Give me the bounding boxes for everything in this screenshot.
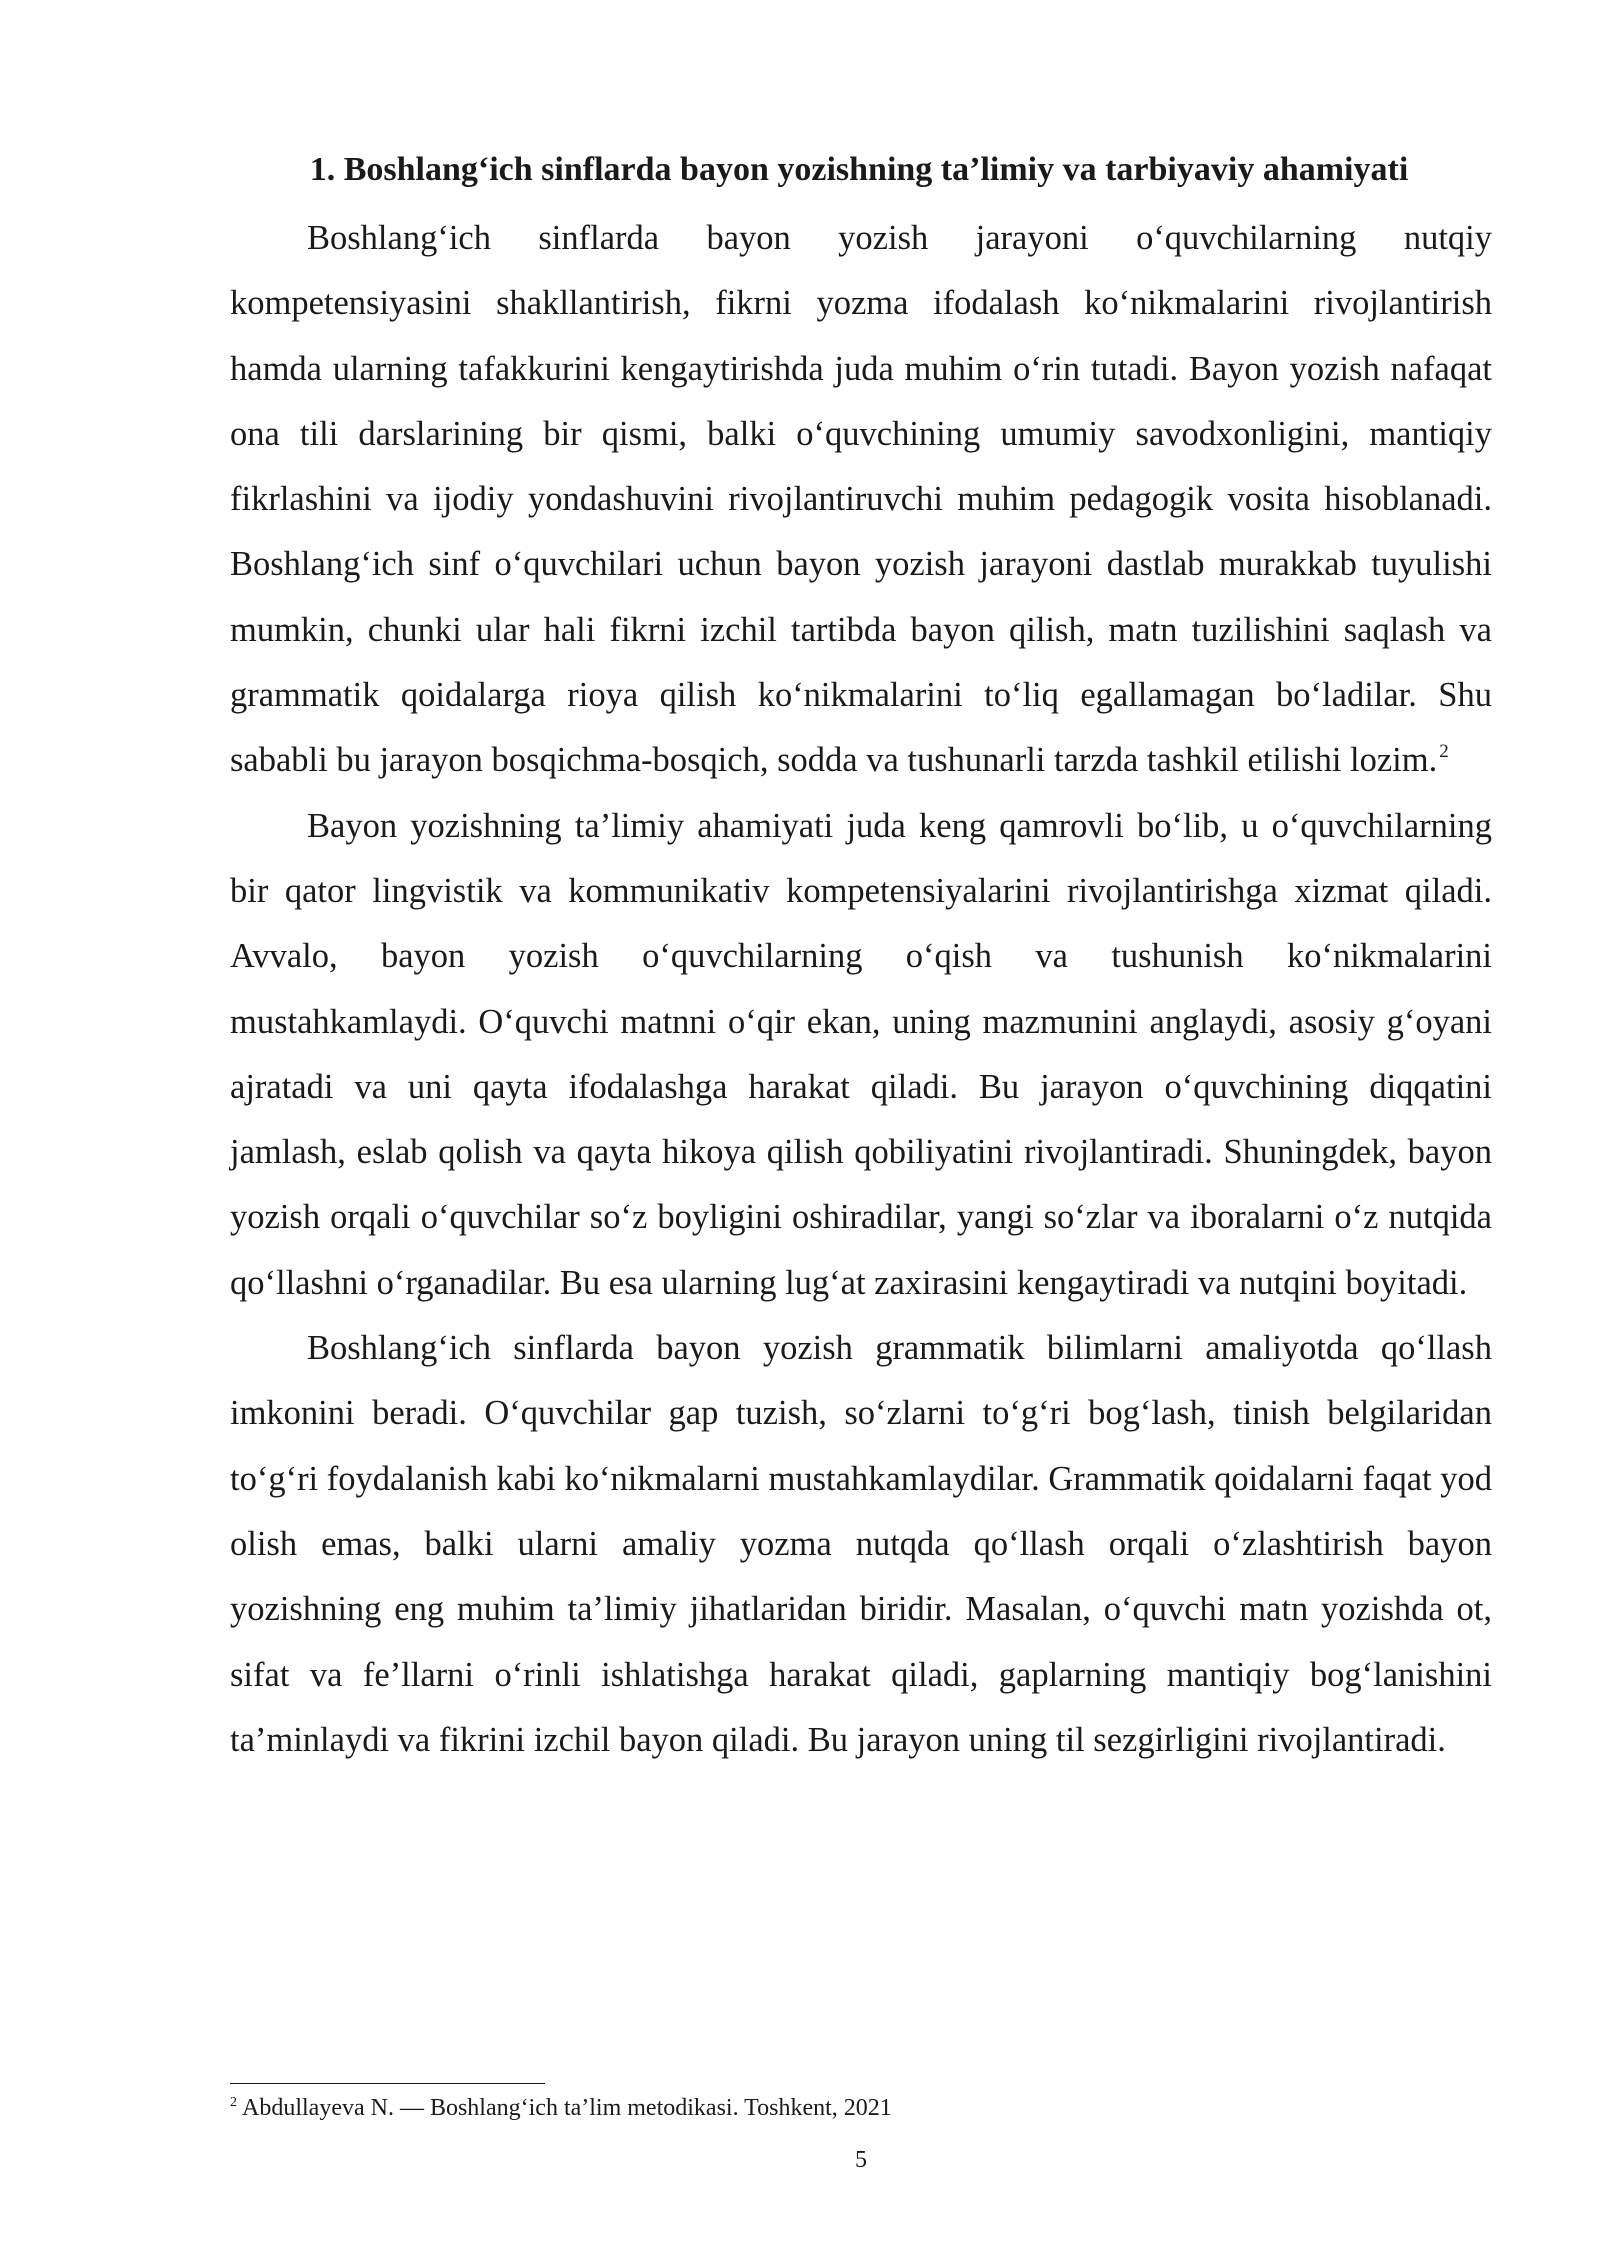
paragraph-text: Boshlang‘ich sinflarda bayon yozish grammatik bilimlarni amaliyotda qo‘llash imkonini beradi. O‘quvchilar gap tuzish, so‘zlarni to‘g‘ri bog‘lash, tinish belgilaridan to‘g‘ri foydalanish kabi ko‘nikmalarni mustahkamlaydilar. Grammatik qoidalarni faqat yod olish emas, balki ularni amaliy yozma nutqda qo‘llash orqali o‘zlashtirish bayon yozishning eng muhim ta’limiy jihatlaridan biridir. Masalan, o‘quvchi matn yozishda ot, sifat va fe’llarni o‘rinli ishlatishga harakat qiladi, gaplarning mantiqiy bog‘lanishini ta’minlaydi va fikrini izchil bayon qiladi. Bu jarayon uning til sezgirligini rivojlantiradi. — [230, 1329, 1492, 1759]
paragraph-text: Bayon yozishning ta’limiy ahamiyati juda keng qamrovli bo‘lib, u o‘quvchilarning bir qator lingvistik va kommunikativ kompetensiyalarini rivojlantirishga xizmat qiladi. Avvalo, bayon yozish o‘quvchilarning o‘qish va tushunish ko‘nikmalarini mustahkamlaydi. O‘quvchi matnni o‘qir ekan, uning mazmunini anglaydi, asosiy g‘oyani ajratadi va uni qayta ifodalashga harakat qiladi. Bu jarayon o‘quvchining diqqatini jamlash, eslab qolish va qayta hikoya qilish qobiliyatini rivojlantiradi. Shuningdek, bayon yozish orqali o‘quvchilar so‘z boyligini oshiradilar, yangi so‘zlar va iboralarni o‘z nutqida qo‘llashni o‘rganadilar. Bu esa ularning lug‘at zaxirasini kengaytiradi va nutqini boyitadi. — [230, 806, 1492, 1302]
footnote-marker: 2 — [230, 2095, 237, 2110]
section-heading: 1. Boshlang‘ich sinflarda bayon yozishning ta’limiy va tarbiyaviy ahamiyati — [309, 151, 1409, 188]
paragraph-2 — [230, 794, 1492, 1316]
paragraph-1 — [230, 206, 1492, 794]
footnote-text: Abdullayeva N. — Boshlang‘ich ta’lim metodikasi. Toshkent, 2021 — [242, 2095, 892, 2121]
page-number: 5 — [855, 2147, 867, 2173]
footnote-separator — [230, 2083, 545, 2084]
paragraph-text: Boshlang‘ich sinflarda bayon yozish jarayoni o‘quvchilarning nutqiy kompetensiyasini shakllantirish, fikrni yozma ifodalash ko‘nikmalarini rivojlantirish hamda ularning tafakkurini kengaytirishda juda muhim o‘rin tutadi. Bayon yozish nafaqat ona tili darslarining bir qismi, balki o‘quvchining umumiy savodxonligini, mantiqiy fikrlashini va ijodiy yondashuvini rivojlantiruvchi muhim pedagogik vosita hisoblanadi. Boshlang‘ich sinf o‘quvchilari uchun bayon yozish jarayoni dastlab murakkab tuyulishi mumkin, chunki ular hali fikrni izchil tartibda bayon qilish, matn tuzilishini saqlash va grammatik qoidalarga rioya qilish ko‘nikmalarini to‘liq egallamagan bo‘ladilar. Shu sababli bu jarayon bosqichma-bosqich, sodda va tushunarli tarzda tashkil etilishi lozim. — [230, 219, 1492, 780]
page-body — [230, 150, 1492, 1773]
footnote-reference[interactable]: 2 — [1439, 740, 1449, 762]
footnote — [230, 2090, 1492, 2126]
paragraph-3 — [230, 1316, 1492, 1773]
